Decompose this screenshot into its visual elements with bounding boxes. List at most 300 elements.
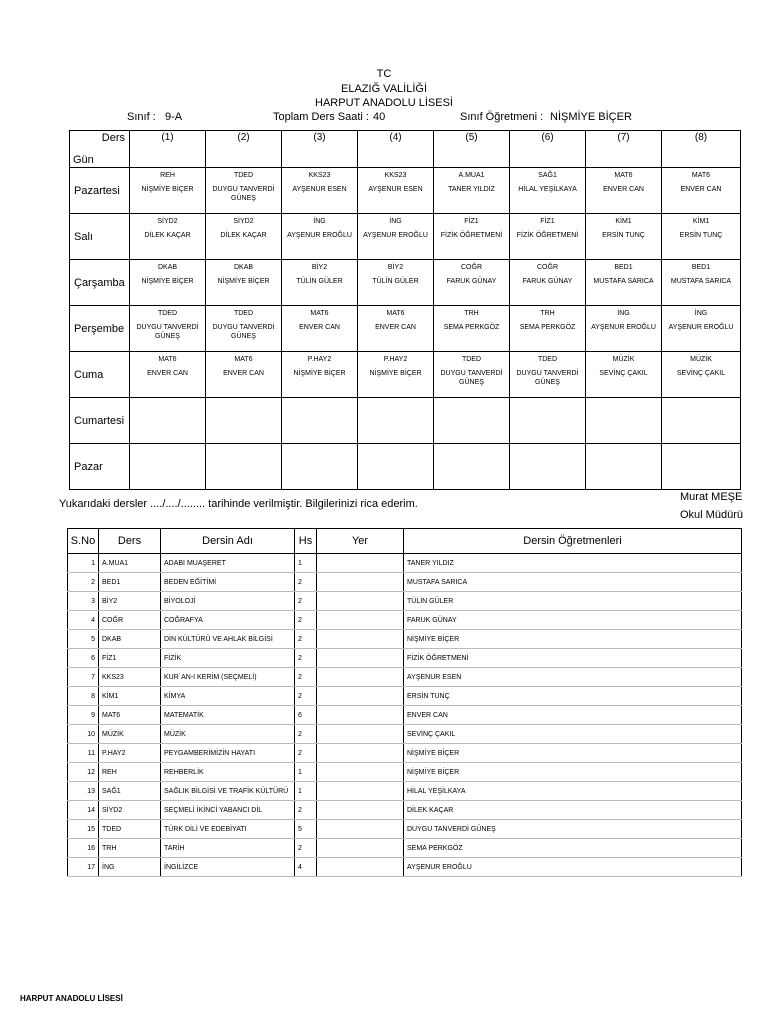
lesson-code: BİY2: [311, 264, 328, 271]
course-place: [317, 839, 404, 858]
course-hours: 2: [295, 744, 317, 763]
course-teacher: NİŞMİYE BİÇER: [404, 763, 742, 782]
schedule-cell: [130, 398, 206, 444]
course-hours: 2: [295, 649, 317, 668]
period-number: (6): [541, 132, 554, 143]
schedule-cell: [282, 214, 358, 260]
course-code: BED1: [99, 573, 161, 592]
course-header-row: [68, 529, 742, 554]
lesson-teacher: DUYGU TANVERDİ GÜNEŞ: [516, 370, 579, 386]
schedule-cell: [130, 444, 206, 490]
table-row: [68, 782, 742, 801]
lesson-code: FİZ1: [464, 218, 479, 225]
lesson-teacher: AYŞENUR EROĞLU: [287, 232, 352, 239]
schedule-cell: [510, 260, 586, 306]
course-hours: 4: [295, 858, 317, 877]
course-code: P.HAY2: [99, 744, 161, 763]
schedule-cell: [662, 444, 741, 490]
course-code: DKAB: [99, 630, 161, 649]
table-row: [68, 839, 742, 858]
schedule-cell: [358, 214, 434, 260]
schedule-day-row: [70, 444, 741, 490]
lesson-code: TDED: [461, 356, 482, 363]
class-teacher-value: NİŞMİYE BİÇER: [550, 111, 632, 123]
table-row: [68, 820, 742, 839]
schedule-cell: [282, 168, 358, 214]
course-teacher: FİZİK ÖĞRETMENİ: [404, 649, 742, 668]
course-name: BİYOLOJİ: [161, 592, 295, 611]
table-row: [68, 858, 742, 877]
course-sno: 3: [68, 592, 99, 611]
schedule-corner: [70, 131, 130, 168]
footer-school-name: HARPUT ANADOLU LİSESİ: [20, 994, 123, 1003]
lesson-teacher: AYŞENUR EROĞLU: [591, 324, 656, 331]
lesson-code: İNG: [694, 310, 708, 317]
header-tc: TC: [376, 68, 392, 80]
schedule-cell: [358, 444, 434, 490]
course-teacher: NİŞMİYE BİÇER: [404, 630, 742, 649]
schedule-cell: [586, 306, 662, 352]
lesson-code: KİM1: [692, 218, 710, 225]
lesson-teacher: SEMA PERKGÖZ: [519, 324, 576, 331]
course-code: MAT6: [99, 706, 161, 725]
course-code: SİYD2: [99, 801, 161, 820]
schedule-cell: [282, 444, 358, 490]
course-hours: 2: [295, 611, 317, 630]
lesson-teacher: AYŞENUR ESEN: [292, 186, 347, 193]
lesson-teacher: DİLEK KAÇAR: [144, 232, 191, 239]
course-hours: 2: [295, 801, 317, 820]
table-row: [68, 706, 742, 725]
course-teacher: SEVİNÇ ÇAKIL: [404, 725, 742, 744]
course-name: ADABI MUAŞERET: [161, 554, 295, 573]
lesson-teacher: NİŞMİYE BİÇER: [293, 370, 346, 377]
course-sno: 5: [68, 630, 99, 649]
lesson-teacher: SEVİNÇ ÇAKIL: [676, 370, 726, 377]
course-teacher: DİLEK KAÇAR: [404, 801, 742, 820]
schedule-cell: [206, 398, 282, 444]
course-place: [317, 820, 404, 839]
lesson-teacher: TÜLİN GÜLER: [372, 278, 419, 285]
principal-title: Okul Müdürü: [680, 509, 743, 521]
lesson-code: İNG: [617, 310, 630, 317]
period-header: [206, 131, 282, 168]
corner-ders-label: Ders: [101, 132, 125, 144]
course-hours: 5: [295, 820, 317, 839]
class-label: Sınıf :: [127, 111, 156, 123]
course-hours: 2: [295, 687, 317, 706]
schedule-cell: [510, 306, 586, 352]
course-column-header: S.No: [68, 529, 99, 554]
course-place: [317, 630, 404, 649]
course-teacher: SEMA PERKGÖZ: [404, 839, 742, 858]
course-name: MATEMATİK: [161, 706, 295, 725]
course-hours: 2: [295, 839, 317, 858]
lesson-teacher: MUSTAFA SARICA: [670, 278, 732, 285]
lesson-code: BED1: [614, 264, 633, 271]
total-hours-value: 40: [373, 111, 386, 123]
course-sno: 17: [68, 858, 99, 877]
schedule-cell: [282, 306, 358, 352]
schedule-cell: [206, 444, 282, 490]
period-number: (3): [313, 132, 326, 143]
schedule-cell: [206, 306, 282, 352]
lesson-code: P.HAY2: [307, 356, 332, 363]
course-sno: 13: [68, 782, 99, 801]
lesson-code: A.MUA1: [458, 172, 485, 179]
period-number: (5): [465, 132, 478, 143]
course-hours: 1: [295, 782, 317, 801]
course-hours: 1: [295, 763, 317, 782]
course-name: REHBERLİK: [161, 763, 295, 782]
lesson-code: SAĞ1: [538, 172, 557, 179]
course-place: [317, 592, 404, 611]
lesson-teacher: DUYGU TANVERDİ GÜNEŞ: [212, 186, 275, 202]
course-name: TÜRK DİLİ VE EDEBİYATI: [161, 820, 295, 839]
table-row: [68, 554, 742, 573]
table-row: [68, 763, 742, 782]
period-number: (4): [389, 132, 402, 143]
lesson-teacher: AYŞENUR ESEN: [368, 186, 423, 193]
period-header: [662, 131, 741, 168]
lesson-teacher: NİŞMİYE BİÇER: [141, 278, 194, 285]
course-place: [317, 706, 404, 725]
course-code: COĞR: [99, 611, 161, 630]
lesson-code: REH: [160, 172, 175, 179]
table-row: [68, 668, 742, 687]
course-teacher: HİLAL YEŞİLKAYA: [404, 782, 742, 801]
course-teacher: TÜLİN GÜLER: [404, 592, 742, 611]
lesson-code: SİYD2: [233, 218, 254, 225]
lesson-teacher: NİŞMİYE BİÇER: [217, 278, 270, 285]
schedule-cell: [358, 306, 434, 352]
lesson-teacher: ERSİN TUNÇ: [679, 232, 723, 239]
class-teacher-label: Sınıf Öğretmeni :: [460, 111, 544, 123]
course-teacher: MUSTAFA SARICA: [404, 573, 742, 592]
schedule-cell: [130, 214, 206, 260]
lesson-code: TDED: [157, 310, 178, 317]
table-row: [68, 744, 742, 763]
course-name: BEDEN EĞİTİMİ: [161, 573, 295, 592]
lesson-code: TDED: [233, 310, 254, 317]
course-column-header: Dersin Adı: [161, 529, 295, 554]
schedule-cell: [130, 352, 206, 398]
course-sno: 1: [68, 554, 99, 573]
schedule-cell: [662, 352, 741, 398]
lesson-teacher: NİŞMİYE BİÇER: [141, 186, 194, 193]
schedule-cell: [358, 398, 434, 444]
lesson-code: MÜZİK: [690, 356, 712, 363]
period-number: (1): [161, 132, 174, 143]
schedule-cell: [662, 260, 741, 306]
schedule-cell: [434, 444, 510, 490]
course-sno: 16: [68, 839, 99, 858]
schedule-day-row: [70, 306, 741, 352]
course-code: MÜZİK: [99, 725, 161, 744]
course-teacher: NİŞMİYE BİÇER: [404, 744, 742, 763]
lesson-teacher: FARUK GÜNAY: [446, 278, 497, 285]
lesson-code: P.HAY2: [383, 356, 408, 363]
weekly-schedule-table: [69, 130, 741, 490]
lesson-teacher: ENVER CAN: [223, 370, 264, 377]
lesson-teacher: DUYGU TANVERDİ GÜNEŞ: [212, 324, 275, 340]
course-code: A.MUA1: [99, 554, 161, 573]
lesson-code: MAT6: [158, 356, 177, 363]
period-header: [282, 131, 358, 168]
course-code: REH: [99, 763, 161, 782]
course-hours: 2: [295, 725, 317, 744]
schedule-cell: [586, 168, 662, 214]
course-sno: 2: [68, 573, 99, 592]
table-row: [68, 611, 742, 630]
header-school: HARPUT ANADOLU LİSESİ: [315, 97, 453, 109]
course-hours: 6: [295, 706, 317, 725]
lesson-teacher: ENVER CAN: [299, 324, 340, 331]
course-sno: 4: [68, 611, 99, 630]
schedule-cell: [206, 214, 282, 260]
course-code: FİZ1: [99, 649, 161, 668]
lesson-teacher: FİZİK ÖĞRETMENİ: [440, 232, 503, 239]
principal-name: Murat MEŞE: [680, 491, 743, 503]
course-column-header: Ders: [99, 529, 161, 554]
lesson-code: MAT6: [234, 356, 253, 363]
course-place: [317, 725, 404, 744]
table-row: [68, 630, 742, 649]
schedule-cell: [434, 168, 510, 214]
course-teacher: AYŞENUR EROĞLU: [404, 858, 742, 877]
schedule-cell: [130, 306, 206, 352]
schedule-cell: [586, 398, 662, 444]
lesson-teacher: HİLAL YEŞİLKAYA: [518, 186, 577, 193]
schedule-cell: [130, 260, 206, 306]
schedule-cell: [662, 168, 741, 214]
schedule-cell: [282, 398, 358, 444]
course-sno: 8: [68, 687, 99, 706]
lesson-teacher: DİLEK KAÇAR: [220, 232, 267, 239]
course-sno: 9: [68, 706, 99, 725]
lesson-code: MÜZİK: [612, 356, 635, 363]
table-row: [68, 801, 742, 820]
schedule-cell: [510, 168, 586, 214]
schedule-header-row: [70, 131, 741, 168]
course-hours: 1: [295, 554, 317, 573]
day-name: Perşembe: [70, 306, 130, 352]
schedule-cell: [434, 214, 510, 260]
period-number: (8): [694, 132, 708, 143]
course-teacher: FARUK GÜNAY: [404, 611, 742, 630]
schedule-cell: [358, 352, 434, 398]
schedule-cell: [358, 260, 434, 306]
course-code: KİM1: [99, 687, 161, 706]
course-sno: 11: [68, 744, 99, 763]
course-code: İNG: [99, 858, 161, 877]
schedule-cell: [434, 260, 510, 306]
course-code: SAĞ1: [99, 782, 161, 801]
lesson-code: COĞR: [537, 264, 558, 271]
lesson-code: FİZ1: [540, 218, 555, 225]
schedule-day-row: [70, 260, 741, 306]
course-name: KUR`AN-I KERİM (SEÇMELİ): [161, 668, 295, 687]
course-name: SAĞLIK BİLGİSİ VE TRAFİK KÜLTÜRÜ: [161, 782, 295, 801]
day-name: Pazartesi: [70, 168, 130, 214]
day-name: Pazar: [70, 444, 130, 490]
course-place: [317, 744, 404, 763]
lesson-code: BED1: [691, 264, 711, 271]
course-name: TARİH: [161, 839, 295, 858]
period-header: [130, 131, 206, 168]
lesson-teacher: NİŞMİYE BİÇER: [369, 370, 422, 377]
lesson-teacher: ENVER CAN: [680, 186, 722, 193]
course-sno: 6: [68, 649, 99, 668]
lesson-code: DKAB: [157, 264, 178, 271]
course-hours: 2: [295, 573, 317, 592]
table-row: [68, 687, 742, 706]
course-place: [317, 611, 404, 630]
table-row: [68, 725, 742, 744]
lesson-teacher: FARUK GÜNAY: [522, 278, 573, 285]
schedule-day-row: [70, 214, 741, 260]
day-name: Çarşamba: [70, 260, 130, 306]
course-teacher: ERSİN TUNÇ: [404, 687, 742, 706]
lesson-code: BİY2: [387, 264, 404, 271]
course-sno: 15: [68, 820, 99, 839]
lesson-code: COĞR: [461, 264, 482, 271]
course-place: [317, 649, 404, 668]
schedule-cell: [662, 214, 741, 260]
lesson-code: DKAB: [233, 264, 254, 271]
schedule-cell: [586, 260, 662, 306]
schedule-cell: [206, 352, 282, 398]
lesson-code: KKS23: [308, 172, 331, 179]
lesson-code: KİM1: [615, 218, 632, 225]
schedule-cell: [282, 260, 358, 306]
course-list-table: [67, 528, 742, 877]
course-place: [317, 763, 404, 782]
lesson-code: KKS23: [384, 172, 407, 179]
lesson-code: İNG: [389, 218, 402, 225]
schedule-cell: [586, 444, 662, 490]
corner-gun-label: Gün: [73, 154, 94, 166]
course-hours: 2: [295, 592, 317, 611]
course-column-header: Dersin Öğretmenleri: [404, 529, 742, 554]
schedule-day-row: [70, 352, 741, 398]
course-hours: 2: [295, 630, 317, 649]
course-column-header: Yer: [317, 529, 404, 554]
course-column-header: Hs: [295, 529, 317, 554]
course-place: [317, 554, 404, 573]
course-name: FİZİK: [161, 649, 295, 668]
total-hours-label: Toplam Ders Saati :: [273, 111, 369, 123]
period-number: (2): [237, 132, 250, 143]
schedule-cell: [586, 352, 662, 398]
course-sno: 14: [68, 801, 99, 820]
schedule-cell: [434, 398, 510, 444]
lesson-code: TRH: [464, 310, 479, 317]
course-teacher: DUYGU TANVERDİ GÜNEŞ: [404, 820, 742, 839]
course-name: DİN KÜLTÜRÜ VE AHLAK BİLGİSİ: [161, 630, 295, 649]
course-sno: 12: [68, 763, 99, 782]
lesson-teacher: ENVER CAN: [603, 186, 644, 193]
course-place: [317, 858, 404, 877]
schedule-cell: [510, 398, 586, 444]
course-place: [317, 573, 404, 592]
day-name: Cuma: [70, 352, 130, 398]
course-code: TDED: [99, 820, 161, 839]
schedule-cell: [662, 306, 741, 352]
course-code: KKS23: [99, 668, 161, 687]
lesson-code: TDED: [537, 356, 558, 363]
schedule-cell: [206, 168, 282, 214]
lesson-teacher: TANER YILDIZ: [448, 186, 495, 193]
lesson-code: MAT6: [310, 310, 329, 317]
course-name: COĞRAFYA: [161, 611, 295, 630]
schedule-cell: [510, 352, 586, 398]
day-name: Salı: [70, 214, 130, 260]
lesson-teacher: AYŞENUR EROĞLU: [668, 324, 734, 331]
schedule-cell: [662, 398, 741, 444]
schedule-cell: [434, 352, 510, 398]
table-row: [68, 649, 742, 668]
lesson-teacher: ERSİN TUNÇ: [602, 232, 645, 239]
lesson-teacher: SEMA PERKGÖZ: [443, 324, 500, 331]
schedule-cell: [358, 168, 434, 214]
course-teacher: AYŞENUR ESEN: [404, 668, 742, 687]
lesson-teacher: ENVER CAN: [147, 370, 188, 377]
lesson-code: MAT6: [386, 310, 405, 317]
lesson-teacher: AYŞENUR EROĞLU: [363, 232, 428, 239]
lesson-teacher: ENVER CAN: [375, 324, 416, 331]
schedule-cell: [510, 214, 586, 260]
schedule-cell: [586, 214, 662, 260]
day-name: Cumartesi: [70, 398, 130, 444]
course-teacher: ENVER CAN: [404, 706, 742, 725]
lesson-code: MAT6: [691, 172, 711, 179]
schedule-cell: [510, 444, 586, 490]
lesson-teacher: TÜLİN GÜLER: [296, 278, 343, 285]
schedule-cell: [206, 260, 282, 306]
schedule-cell: [282, 352, 358, 398]
period-header: [510, 131, 586, 168]
course-sno: 10: [68, 725, 99, 744]
lesson-teacher: SEVİNÇ ÇAKIL: [599, 370, 648, 377]
class-value: 9-A: [165, 111, 183, 123]
given-date-note: Yukarıdaki dersler ..../..../........ tarihinde verilmiştir. Bilgilerinizi rica ederim.: [59, 498, 418, 510]
period-header: [358, 131, 434, 168]
lesson-teacher: FİZİK ÖĞRETMENİ: [516, 232, 579, 239]
course-name: PEYGAMBERİMİZİN HAYATI: [161, 744, 295, 763]
course-sno: 7: [68, 668, 99, 687]
course-place: [317, 801, 404, 820]
lesson-teacher: DUYGU TANVERDİ GÜNEŞ: [440, 370, 503, 386]
table-row: [68, 573, 742, 592]
course-code: BİY2: [99, 592, 161, 611]
course-name: İNGİLİZCE: [161, 858, 295, 877]
course-place: [317, 782, 404, 801]
course-hours: 2: [295, 668, 317, 687]
course-teacher: TANER YILDIZ: [404, 554, 742, 573]
lesson-code: MAT6: [614, 172, 633, 179]
period-header: [434, 131, 510, 168]
schedule-cell: [130, 168, 206, 214]
course-code: TRH: [99, 839, 161, 858]
lesson-code: TRH: [540, 310, 555, 317]
course-name: KİMYA: [161, 687, 295, 706]
header-governorship: ELAZIĞ VALİLİĞİ: [341, 83, 427, 95]
period-header: [586, 131, 662, 168]
course-place: [317, 668, 404, 687]
lesson-teacher: DUYGU TANVERDİ GÜNEŞ: [136, 324, 199, 340]
table-row: [68, 592, 742, 611]
